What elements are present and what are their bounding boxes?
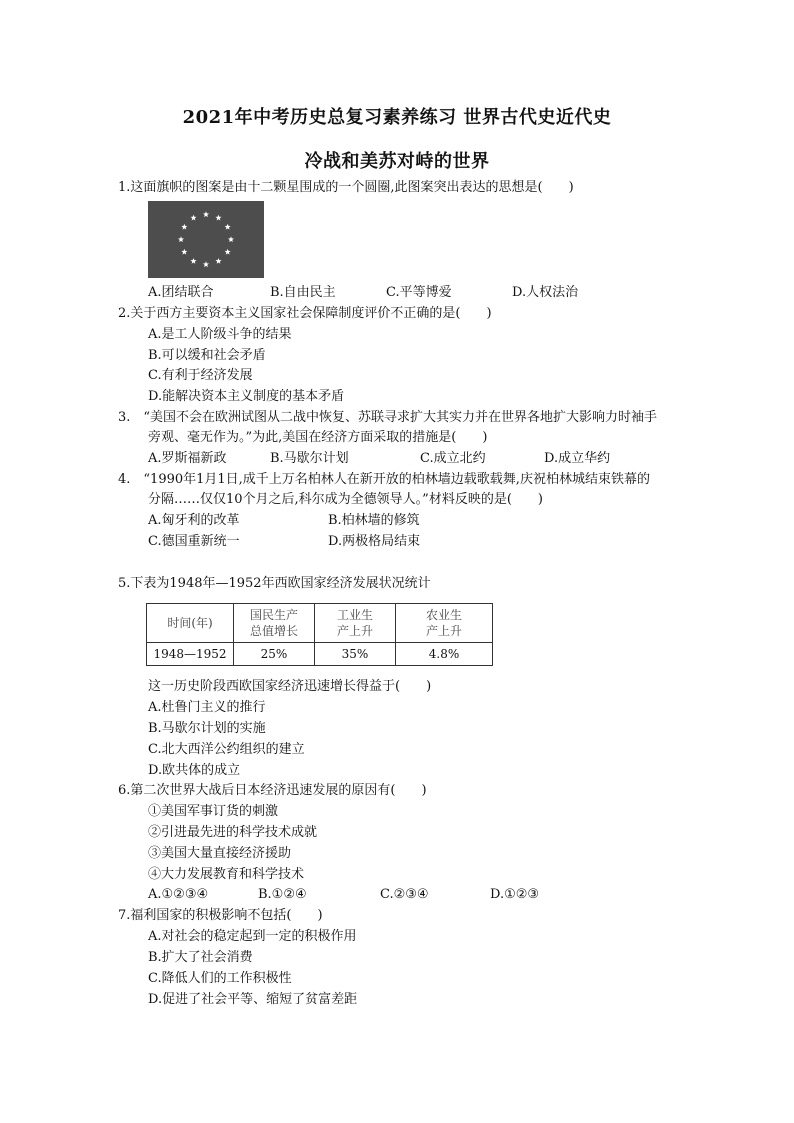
q4-options-row1 bbox=[0, 513, 794, 529]
q4-option-a[interactable]: A.匈牙利的改革 bbox=[148, 513, 240, 528]
star-icon bbox=[190, 258, 196, 264]
table-cell: 1948—1952 bbox=[147, 643, 234, 666]
q7-option-a[interactable]: A.对社会的稳定起到一定的积极作用 bbox=[148, 929, 357, 944]
economy-stats-table bbox=[146, 603, 493, 666]
q3-stem-line1: 3. “美国不会在欧洲试图从二战中恢复、苏联寻求扩大其实力并在世界各地扩大影响力时袖手 bbox=[118, 410, 658, 425]
eu-flag-image bbox=[148, 201, 264, 278]
q5-sub-stem: 这一历史阶段西欧国家经济迅速增长得益于( ) bbox=[148, 679, 432, 694]
table-header-cell: 农业生 产上升 bbox=[396, 604, 493, 643]
table-header-cell: 工业生 产上升 bbox=[315, 604, 396, 643]
q7-stem: 7.福利国家的积极影响不包括( ) bbox=[118, 908, 323, 923]
table-cell: 25% bbox=[234, 643, 315, 666]
page-title: 2021年中考历史总复习素养练习 世界古代史近代史 bbox=[182, 107, 612, 128]
q1-stem: 1.这面旗帜的图案是由十二颗星围成的一个圆圈,此图案突出表达的思想是( ) bbox=[118, 180, 574, 195]
q6-option-d[interactable]: D.①②③ bbox=[490, 887, 540, 902]
star-icon bbox=[228, 236, 234, 242]
q6-item-4: ④大力发展教育和科学技术 bbox=[148, 867, 305, 882]
star-icon bbox=[178, 236, 184, 242]
star-icon bbox=[190, 215, 196, 221]
q5-option-d[interactable]: D.欧共体的成立 bbox=[148, 763, 241, 778]
q3-option-b[interactable]: B.马歇尔计划 bbox=[270, 451, 349, 466]
star-icon bbox=[181, 224, 187, 230]
q4-stem-line2: 分隔……仅仅10个月之后,科尔成为全德领导人。”材料反映的是( ) bbox=[148, 492, 543, 507]
q6-option-a[interactable]: A.①②③④ bbox=[148, 887, 209, 902]
q6-option-c[interactable]: C.②③④ bbox=[380, 887, 429, 902]
q4-option-d[interactable]: D.两极格局结束 bbox=[328, 534, 421, 549]
q2-option-c[interactable]: C.有利于经济发展 bbox=[148, 368, 253, 383]
q2-option-b[interactable]: B.可以缓和社会矛盾 bbox=[148, 348, 266, 363]
q4-option-b[interactable]: B.柏林墙的修筑 bbox=[328, 513, 420, 528]
q7-option-d[interactable]: D.促进了社会平等、缩短了贫富差距 bbox=[148, 992, 358, 1007]
star-icon bbox=[181, 249, 187, 255]
q3-option-d[interactable]: D.成立华约 bbox=[544, 451, 611, 466]
q6-item-1: ①美国军事订货的刺激 bbox=[148, 804, 279, 819]
star-icon bbox=[203, 211, 209, 217]
star-icon bbox=[225, 224, 231, 230]
q7-option-b[interactable]: B.扩大了社会消费 bbox=[148, 950, 253, 965]
q6-options bbox=[0, 887, 794, 903]
q5-option-c[interactable]: C.北大西洋公约组织的建立 bbox=[148, 742, 305, 757]
q1-option-a[interactable]: A.团结联合 bbox=[148, 285, 214, 300]
q5-option-b[interactable]: B.马歇尔计划的实施 bbox=[148, 721, 266, 736]
q1-option-b[interactable]: B.自由民主 bbox=[270, 285, 336, 300]
table-row bbox=[147, 643, 493, 666]
star-icon bbox=[203, 261, 209, 267]
q4-option-c[interactable]: C.德国重新统一 bbox=[148, 534, 240, 549]
q6-item-3: ③美国大量直接经济援助 bbox=[148, 846, 292, 861]
q2-option-d[interactable]: D.能解决资本主义制度的基本矛盾 bbox=[148, 389, 345, 404]
table-cell: 4.8% bbox=[396, 643, 493, 666]
q3-stem-line2: 旁观、毫无作为。”为此,美国在经济方面采取的措施是( ) bbox=[148, 430, 488, 445]
q6-option-b[interactable]: B.①②④ bbox=[258, 887, 307, 902]
q3-options bbox=[0, 451, 794, 467]
page-subtitle: 冷战和美苏对峙的世界 bbox=[304, 151, 490, 172]
q6-stem: 6.第二次世界大战后日本经济迅速发展的原因有( ) bbox=[118, 783, 427, 798]
q4-options-row2 bbox=[0, 534, 794, 550]
star-icon bbox=[215, 258, 221, 264]
q3-option-a[interactable]: A.罗斯福新政 bbox=[148, 451, 227, 466]
star-icon bbox=[215, 215, 221, 221]
q1-options bbox=[0, 285, 794, 301]
q4-stem-line1: 4. “1990年1月1日,成千上万名柏林人在新开放的柏林墙边载歌载舞,庆祝柏林城结束铁幕的 bbox=[118, 472, 650, 487]
table-cell: 35% bbox=[315, 643, 396, 666]
star-icon bbox=[225, 249, 231, 255]
q1-option-d[interactable]: D.人权法治 bbox=[512, 285, 579, 300]
q7-option-c[interactable]: C.降低人们的工作积极性 bbox=[148, 971, 292, 986]
q6-item-2: ②引进最先进的科学技术成就 bbox=[148, 825, 318, 840]
q2-option-a[interactable]: A.是工人阶级斗争的结果 bbox=[148, 327, 292, 342]
q5-option-a[interactable]: A.杜鲁门主义的推行 bbox=[148, 700, 266, 715]
table-header-cell: 国民生产 总值增长 bbox=[234, 604, 315, 643]
eu-flag-stars bbox=[148, 201, 264, 278]
q2-stem: 2.关于西方主要资本主义国家社会保障制度评价不正确的是( ) bbox=[118, 306, 492, 321]
q1-option-c[interactable]: C.平等博爱 bbox=[386, 285, 452, 300]
table-header-row bbox=[147, 604, 493, 643]
q5-stem: 5.下表为1948年—1952年西欧国家经济发展状况统计 bbox=[118, 576, 431, 591]
q3-option-c[interactable]: C.成立北约 bbox=[420, 451, 486, 466]
table-header-cell: 时间(年) bbox=[147, 604, 234, 643]
